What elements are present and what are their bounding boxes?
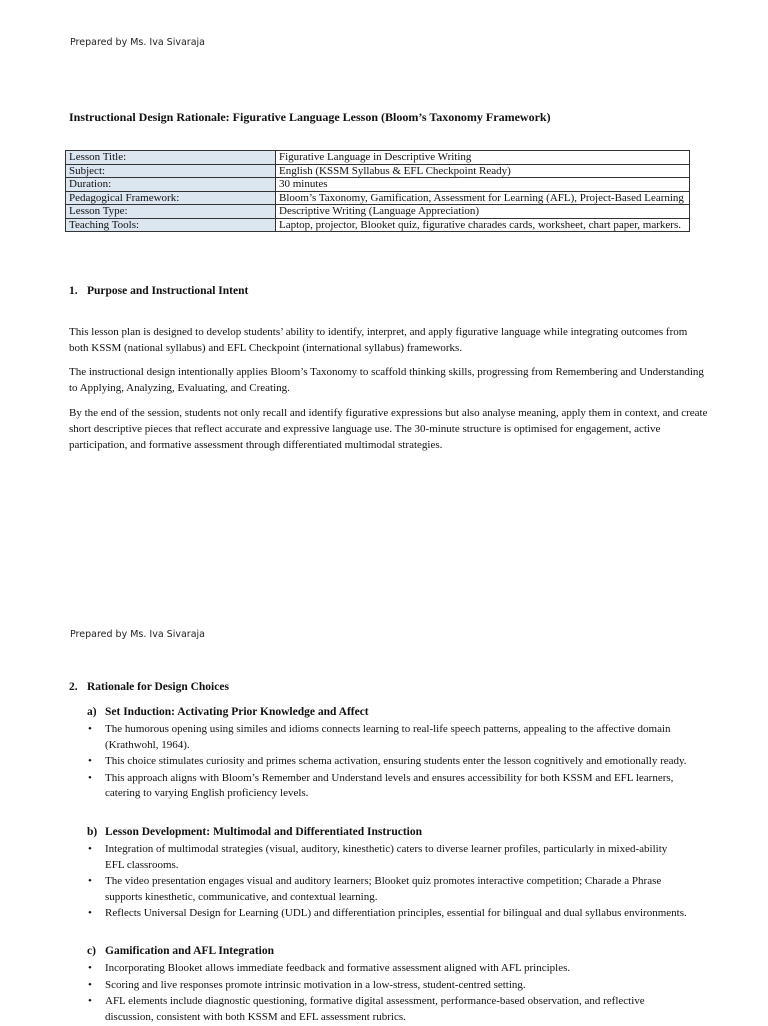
list-item: • This approach aligns with Bloom’s Remember and Understand levels and ensures accessibility for both KSSM and EFL learners, catering to varying English proficiency levels. xyxy=(87,771,687,802)
list-item: • Integration of multimodal strategies (visual, auditory, kinesthetic) caters to diverse learner profiles, particularly in mixed-ability EFL classrooms. xyxy=(87,842,687,873)
table-row xyxy=(66,164,690,178)
table-key: Duration: xyxy=(66,178,276,192)
section-title: Rationale for Design Choices xyxy=(87,681,229,693)
document-title: Instructional Design Rationale: Figurative Language Lesson (Bloom’s Taxonomy Framework) xyxy=(69,110,551,124)
list-item: • Scoring and live responses promote intrinsic motivation in a low-stress, student-centred setting. xyxy=(87,978,687,994)
subsection-heading xyxy=(87,826,422,838)
table-value: Laptop, projector, Blooket quiz, figurative charades cards, worksheet, chart paper, markers. xyxy=(276,218,690,232)
paragraph: The instructional design intentionally applies Bloom’s Taxonomy to scaffold thinking skills, progressing from Remembering and Understanding to Applying, Analyzing, Evaluating, and Creating. xyxy=(69,366,704,394)
list-item: • AFL elements include diagnostic questioning, formative digital assessment, performance-based observation, and reflective discussion, consistent with both KSSM and EFL assessment rubrics. xyxy=(87,994,687,1025)
table-key: Teaching Tools: xyxy=(66,218,276,232)
section-title: Purpose and Instructional Intent xyxy=(87,285,249,297)
table-key: Subject: xyxy=(66,164,276,178)
subsection-heading xyxy=(87,706,369,718)
table-value: 30 minutes xyxy=(276,178,690,192)
bullet-list xyxy=(87,961,687,1026)
bullet-list xyxy=(87,842,687,923)
table-key: Pedagogical Framework: xyxy=(66,191,276,205)
list-item: • The humorous opening using similes and idioms connects learning to real-life speech patterns, appealing to the affective domain (Krathwohl, 1964). xyxy=(87,722,687,753)
lesson-info-table xyxy=(65,150,690,232)
section-number: 1. xyxy=(69,285,78,297)
subsection-title: Gamification and AFL Integration xyxy=(105,945,274,957)
prepared-by-header: Prepared by Ms. Iva Sivaraja xyxy=(70,629,205,640)
table-key: Lesson Title: xyxy=(66,151,276,165)
paragraph: This lesson plan is designed to develop students’ ability to identify, interpret, and apply figurative language while integrating outcomes from both KSSM (national syllabus) and EFL Checkpoint (international syllabus) frameworks. xyxy=(69,326,688,354)
table-key: Lesson Type: xyxy=(66,205,276,219)
list-item: • Incorporating Blooket allows immediate feedback and formative assessment aligned with AFL principles. xyxy=(87,961,687,977)
list-item: • The video presentation engages visual and auditory learners; Blooket quiz promotes interactive competition; Charade a Phrase supports kinesthetic, communicative, and contextual learning. xyxy=(87,874,687,905)
list-item: • This choice stimulates curiosity and primes schema activation, ensuring students enter the lesson cognitively and emotionally ready. xyxy=(87,754,687,770)
table-value: Bloom’s Taxonomy, Gamification, Assessment for Learning (AFL), Project-Based Learning xyxy=(276,191,690,205)
subsection-letter: a) xyxy=(87,706,97,718)
bullet-list xyxy=(87,722,687,803)
table-value: Descriptive Writing (Language Appreciation) xyxy=(276,205,690,219)
paragraph: By the end of the session, students not only recall and identify figurative expressions but also analyse meaning, apply them in context, and create short descriptive pieces that reflect accurate and expressive language use. The 30-minute structure is optimised for engagement, active participation, and formative assessment through differentiated multimodal strategies. xyxy=(69,407,708,451)
table-row xyxy=(66,191,690,205)
subsection-heading xyxy=(87,945,274,957)
table-value: Figurative Language in Descriptive Writing xyxy=(276,151,690,165)
table-row xyxy=(66,218,690,232)
section-1-heading xyxy=(69,285,248,297)
subsection-title: Set Induction: Activating Prior Knowledge and Affect xyxy=(105,706,369,718)
list-item: • Reflects Universal Design for Learning (UDL) and differentiation principles, essential for bilingual and dual syllabus environments. xyxy=(87,906,687,922)
prepared-by-header: Prepared by Ms. Iva Sivaraja xyxy=(70,37,205,48)
subsection-title: Lesson Development: Multimodal and Differentiated Instruction xyxy=(105,826,422,838)
table-value: English (KSSM Syllabus & EFL Checkpoint Ready) xyxy=(276,164,690,178)
table-row xyxy=(66,205,690,219)
subsection-letter: b) xyxy=(87,826,98,838)
section-number: 2. xyxy=(69,681,78,693)
table-row xyxy=(66,178,690,192)
subsection-letter: c) xyxy=(87,945,96,957)
section-2-heading xyxy=(69,681,229,693)
table-row xyxy=(66,151,690,165)
